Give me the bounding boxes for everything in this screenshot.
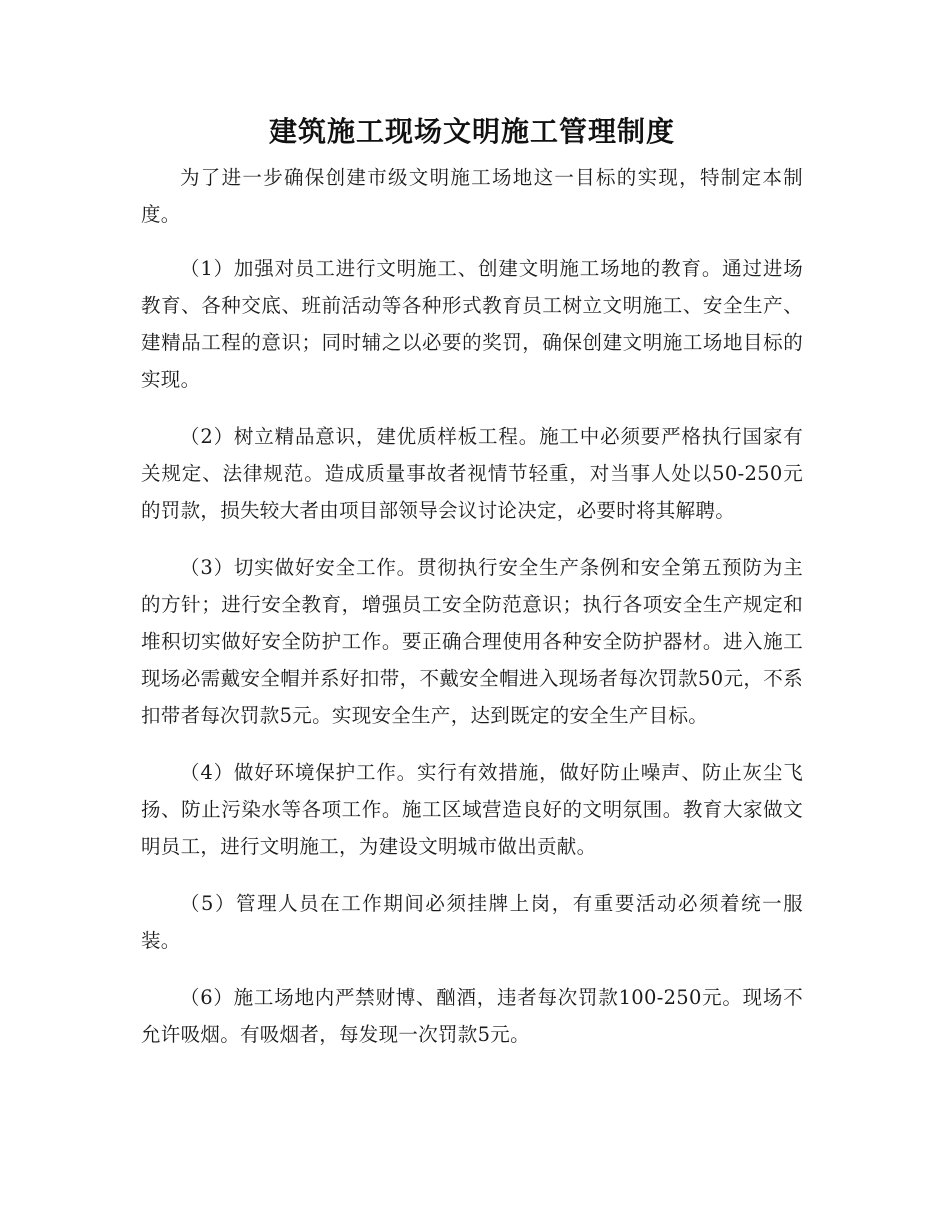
paragraph-3: （3）切实做好安全工作。贯彻执行安全生产条例和安全第五预防为主的方针；进行安全教育，增强员工安全防范意识；执行各项安全生产规定和堆积切实做好安全防护工作。要正确合理使用各种安全防护器材。进入施工现场必需戴安全帽并系好扣带，不戴安全帽进入现场者每次罚款50元，不系扣带者每次罚款5元。实现安全生产，达到既定的安全生产目标。 [141,556,803,727]
document-title: 建筑施工现场文明施工管理制度 [268,115,675,148]
paragraph-2: （2）树立精品意识，建优质样板工程。施工中必须要严格执行国家有关规定、法律规范。造成质量事故者视情节轻重，对当事人处以50-250元的罚款，损失较大者由项目部领导会议讨论决定，必要时将其解聘。 [141,425,803,522]
paragraph-6: （6）施工场地内严禁财博、酗酒，违者每次罚款100-250元。现场不允许吸烟。有吸烟者，每发现一次罚款5元。 [141,986,803,1046]
intro-paragraph: 为了进一步确保创建市级文明施工场地这一目标的实现，特制定本制度。 [141,166,803,226]
paragraph-5: （5）管理人员在工作期间必须挂牌上岗，有重要活动必须着统一服装。 [141,892,803,952]
paragraph-1: （1）加强对员工进行文明施工、创建文明施工场地的教育。通过进场教育、各种交底、班前活动等各种形式教育员工树立文明施工、安全生产、建精品工程的意识；同时辅之以必要的奖罚，确保创建文明施工场地目标的实现。 [141,257,803,391]
paragraph-4: （4）做好环境保护工作。实行有效措施，做好防止噪声、防止灰尘飞扬、防止污染水等各项工作。施工区域营造良好的文明氛围。教育大家做文明员工，进行文明施工，为建设文明城市做出贡献。 [141,761,803,858]
document-page [141,110,803,1073]
